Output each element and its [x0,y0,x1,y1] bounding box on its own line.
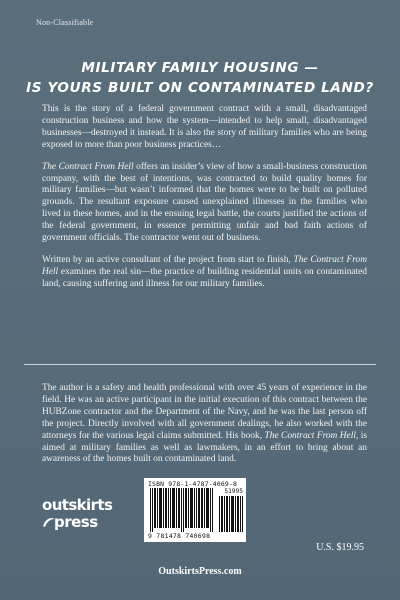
logo-text-outskirts: outskirts [42,496,113,514]
classification-label: Non-Classifiable [36,18,94,27]
headline [0,58,400,98]
synopsis-paragraph-2-text: offers an insider’s view of how a small-business construction company, with the best of intentions, was contracted to build quality homes for military families—but wasn’t informed that the homes were to be built on polluted grounds. The resultant exposure caused unexplained illnesses in the families who lived in these homes, and in the ensuing legal battle, the courts justified the actions of the federal government, in essence permitting unfair and bad faith actions of government officials. The contractor went out of business. [42,161,367,244]
synopsis-paragraph-1: This is the story of a federal government contract with a small, disadvantaged construction business and how the system—intended to help small, disadvantaged businesses—destroyed it instead. It is also the story of military families who are being exposed to more than poor business practices… [42,104,367,150]
publisher-website: OutskirtsPress.com [158,566,242,577]
book-title-italic: The Contract From Hell [42,161,134,172]
author-bio-lead: The author is a safety and health professional with over 45 years of experience in the field. He was an active participant in the initial execution of this contract between the HUBZone contractor and the Department of the Navy, and he was the last person off the project. Directly involved with all government dealings, he also worked with the attorneys for the various legal claims submitted. His book, [42,383,367,441]
headline-line-1: MILITARY FAMILY HOUSING — [81,60,319,76]
book-price: U.S. $19.95 [316,542,364,553]
barcode-addon-bars-icon [219,496,243,532]
publisher-logo [42,496,113,546]
section-divider [24,364,376,365]
author-bio-block [42,383,367,476]
book-title-italic: The Contract From Hell [42,254,367,277]
author-bio-paragraph [42,383,367,466]
barcode-price-code: 51995 [224,488,243,495]
book-title-italic: The Contract From Hell [264,430,356,441]
synopsis-paragraph-2 [42,162,367,245]
synopsis-paragraph-3-lead: Written by an active consultant of the project from start to finish, [42,254,294,265]
isbn-barcode [144,478,246,542]
synopsis-block [42,104,367,301]
synopsis-paragraph-3 [42,255,367,291]
synopsis-paragraph-3-text: examines the real sin—the practice of building residential units on contaminated land, causing suffering and illness for our military families. [42,266,367,289]
headline-line-2: IS YOURS BUILT ON CONTAMINATED LAND? [26,80,374,96]
ean-digits: 9 781478 740698 [148,532,211,540]
logo-text-press: press [54,513,98,531]
isbn-number: ISBN 978-1-4787-4069-8 [148,480,238,488]
author-bio-text: , is aimed at military families as well as lawmakers, in an effort to bring about an awareness of the homes built on contaminated land. [42,430,367,465]
barcode-bars-icon [150,488,214,532]
